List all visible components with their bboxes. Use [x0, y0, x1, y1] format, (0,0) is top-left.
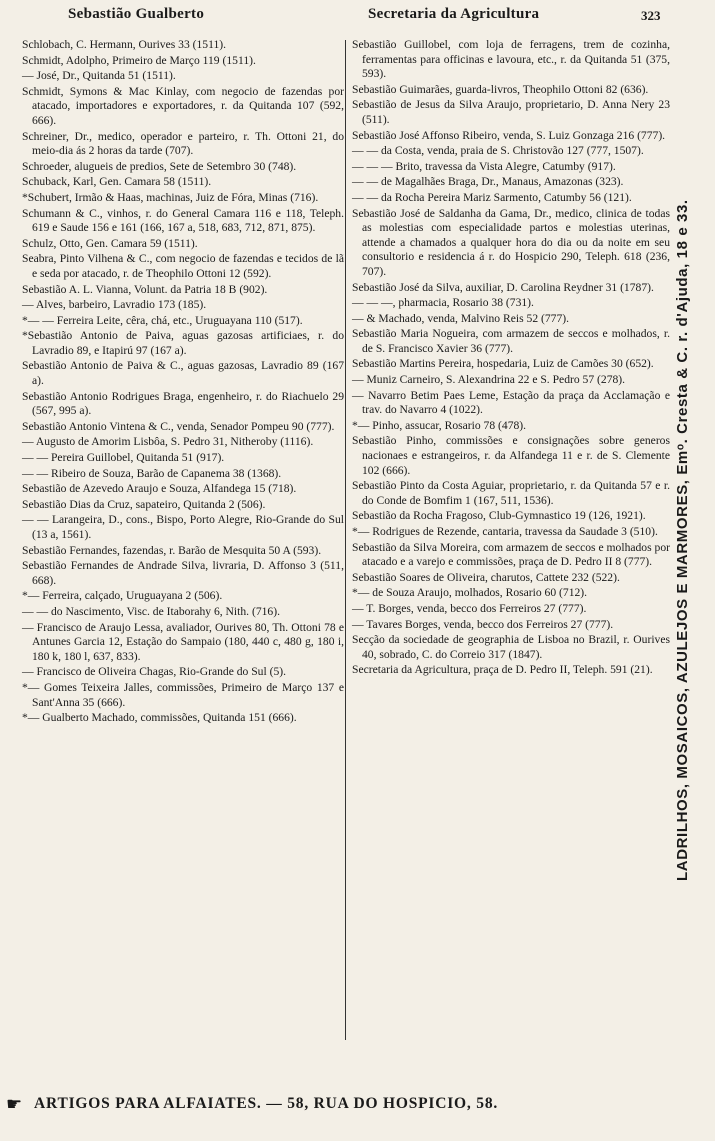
directory-entry: — Francisco de Oliveira Chagas, Rio-Grande do Sul (5).	[22, 665, 287, 679]
column-divider	[345, 40, 346, 1040]
directory-entry: — — Pereira Guillobel, Quitanda 51 (917).	[22, 451, 225, 465]
directory-entry: Sebastião Martins Pereira, hospedaria, Luiz de Camões 30 (652).	[352, 357, 654, 371]
directory-entry: Schlobach, C. Hermann, Ourives 33 (1511).	[22, 38, 227, 51]
directory-entry: — T. Borges, venda, becco dos Ferreiros 27 (777).	[352, 601, 587, 615]
right-column	[352, 38, 670, 679]
directory-entry: — — Ribeiro de Souza, Barão de Capanema 38 (1368).	[22, 466, 282, 480]
directory-entry: — & Machado, venda, Malvino Reis 52 (777).	[352, 311, 570, 325]
directory-entry: *— de Souza Araujo, molhados, Rosario 60 (712).	[352, 586, 588, 600]
directory-entry: Sebastião Antonio de Paiva & C., aguas gazosas, Lavradio 89 (167 a).	[22, 359, 344, 388]
directory-entry: Sebastião Maria Nogueira, com armazem de seccos e molhados, r. de S. Francisco Xavier 36 (777).	[352, 327, 670, 355]
directory-entry: Sebastião Dias da Cruz, sapateiro, Quitanda 2 (506).	[22, 497, 266, 511]
directory-entry: Sebastião A. L. Vianna, Volunt. da Patria 18 B (902).	[22, 282, 268, 296]
directory-entry: *— Pinho, assucar, Rosario 78 (478).	[352, 418, 527, 432]
directory-entry: Sebastião José Affonso Ribeiro, venda, S. Luiz Gonzaga 216 (777).	[352, 128, 666, 142]
directory-entry: *— Rodrigues de Rezende, cantaria, travessa da Saudade 3 (510).	[352, 525, 658, 538]
directory-entry: Sebastião Guimarães, guarda-livros, Theophilo Ottoni 82 (636).	[352, 82, 649, 96]
directory-entry: Sebastião Fernandes de Andrade Silva, livraria, D. Affonso 3 (511, 668).	[22, 559, 344, 587]
directory-entry: Sebastião Pinho, commissões e consignações sobre generos nacionaes e estrangeiros, r. da Alfandega 11 e r. de S. Clemente 102 (666).	[352, 434, 670, 477]
directory-entry: Secção da sociedade de geographia de Lisboa no Brazil, r. Ourives 40, sobrado, C. do Correio 317 (1847).	[352, 633, 670, 661]
sidebar-advertisement: LADRILHOS, MOSAICOS, AZULEJOS E MARMORES, Emᵒ. Cresta & C. r. d'Ajuda, 18 e 33.	[674, 199, 691, 881]
directory-entry: — Navarro Betim Paes Leme, Estação da praça da Acclamação e trav. do Navarro 4 (1022).	[352, 388, 670, 417]
directory-entry: — — da Rocha Pereira Mariz Sarmento, Catumby 56 (121).	[352, 190, 632, 204]
directory-entry: *— — Ferreira Leite, cêra, chá, etc., Uruguayana 110 (517).	[22, 313, 303, 327]
directory-entry: *Schubert, Irmão & Haas, machinas, Juiz de Fóra, Minas (716).	[22, 190, 319, 204]
directory-entry: — — de Magalhães Braga, Dr., Manaus, Amazonas (323).	[352, 175, 624, 189]
directory-entry: Schmidt, Adolpho, Primeiro de Março 119 (1511).	[22, 53, 256, 67]
directory-entry: *— Gualberto Machado, commissões, Quitanda 151 (666).	[22, 711, 297, 725]
directory-entry: Sebastião Fernandes, fazendas, r. Barão de Mesquita 50 A (593).	[22, 543, 322, 557]
pointing-hand-icon: ☛	[6, 1094, 23, 1114]
directory-entry: — — Larangeira, D., cons., Bispo, Porto Alegre, Rio-Grande do Sul (13 a, 1561).	[22, 513, 344, 541]
directory-entry: — José, Dr., Quitanda 51 (1511).	[22, 69, 176, 83]
directory-entry: — Francisco de Araujo Lessa, avaliador, Ourives 80, Th. Ottoni 78 e Antunes Garcia 12, Estação do Sampaio (180, 440 c, 480 g, 180 i, 180 k, 180 l, 637, 833).	[22, 620, 344, 663]
directory-entry: Schroeder, alugueis de predios, Sete de Setembro 30 (748).	[22, 159, 297, 173]
header-left-running-title: Sebastião Gualberto	[68, 6, 205, 22]
page-number: 323	[641, 8, 661, 23]
directory-entry: Sebastião da Rocha Fragoso, Club-Gymnastico 19 (126, 1921).	[352, 509, 646, 523]
directory-entry: Schulz, Otto, Gen. Camara 59 (1511).	[22, 236, 198, 250]
directory-entry: Sebastião Guillobel, com loja de ferragens, trem de cozinha, ferramentas para officinas e lavoura, etc., r. da Quitanda 51 (375, 593).	[352, 38, 670, 81]
directory-entry: *— Ferreira, calçado, Uruguayana 2 (506).	[22, 589, 223, 603]
left-column	[22, 38, 344, 727]
directory-entry: Sebastião Antonio Rodrigues Braga, engenheiro, r. do Riachuelo 29 (567, 995 a).	[22, 389, 344, 418]
directory-entry: Schreiner, Dr., medico, operador e parteiro, r. Th. Ottoni 21, do meio-dia ás 2 horas da tarde (707).	[22, 129, 344, 158]
directory-entry: — — — Brito, travessa da Vista Alegre, Catumby (917).	[352, 159, 616, 173]
directory-entry: *Sebastião Antonio de Paiva, aguas gazosas artificiaes, r. do Lavradio 89, e Itapirú 97 (167 a).	[22, 329, 344, 357]
directory-entry: — — da Costa, venda, praia de S. Christovão 127 (777, 1507).	[352, 144, 644, 158]
directory-entry: — — do Nascimento, Visc. de Itaborahy 6, Nith. (716).	[22, 604, 280, 618]
directory-entry: Sebastião Antonio Vintena & C., venda, Senador Pompeu 90 (777).	[22, 419, 335, 433]
directory-entry: — Alves, barbeiro, Lavradio 173 (185).	[22, 298, 207, 312]
directory-entry: Schmidt, Symons & Mac Kinlay, com negocio de fazendas por atacado, importadores e exportadores, r. da Quitanda 107 (592, 666).	[22, 84, 344, 127]
directory-entry: — Muniz Carneiro, S. Alexandrina 22 e S. Pedro 57 (278).	[352, 373, 626, 387]
directory-entry: Schuback, Karl, Gen. Camara 58 (1511).	[22, 175, 212, 189]
directory-entry: Seabra, Pinto Vilhena & C., com negocio de fazendas e tecidos de lã e seda por atacado, r. de Theophilo Ottoni 12 (592).	[22, 252, 344, 280]
directory-entry: Sebastião Pinto da Costa Aguiar, proprietario, r. da Quitanda 57 e r. do Conde de Bomfim 1 (167, 511, 1536).	[352, 479, 670, 507]
directory-entry: Schumann & C., vinhos, r. do General Camara 116 e 118, Teleph. 619 e Saude 156 e 161 (166, 167 a, 518, 683, 712, 871, 875).	[22, 206, 344, 235]
directory-entry: Secretaria da Agricultura, praça de D. Pedro II, Teleph. 591 (21).	[352, 663, 653, 677]
directory-entry: — Tavares Borges, venda, becco dos Ferreiros 27 (777).	[352, 617, 614, 631]
directory-entry: Sebastião da Silva Moreira, com armazem de seccos e molhados por atacado e a varejo e commissões, praça de D. Pedro II 8 (777).	[352, 540, 670, 569]
directory-entry: — Augusto de Amorim Lisbôa, S. Pedro 31, Nitheroby (1116).	[22, 435, 314, 449]
footer-advertisement: ARTIGOS PARA ALFAIATES. — 58, RUA DO HOSPICIO, 58.	[34, 1095, 499, 1112]
directory-entry: *— Gomes Teixeira Jalles, commissões, Primeiro de Março 137 e Sant'Anna 35 (666).	[22, 680, 344, 709]
directory-entry: Sebastião José da Silva, auxiliar, D. Carolina Reydner 31 (1787).	[352, 280, 654, 294]
directory-entry: — — —, pharmacia, Rosario 38 (731).	[352, 296, 534, 310]
directory-entry: Sebastião Soares de Oliveira, charutos, Cattete 232 (522).	[352, 570, 620, 584]
header-right-running-title: Secretaria da Agricultura	[368, 6, 540, 22]
directory-entry: Sebastião de Jesus da Silva Araujo, proprietario, D. Anna Nery 23 (511).	[352, 98, 670, 126]
directory-entry: Sebastião José de Saldanha da Gama, Dr., medico, clinica de todas as molestias com especialidade partos e molestias uterinas, attende a chamados a qualquer hora do dia ou da noite em seu consultorio e residencia á r. do Hospicio 290, Teleph. 618 (236, 707).	[352, 206, 670, 278]
directory-entry: Sebastião de Azevedo Araujo e Souza, Alfandega 15 (718).	[22, 482, 297, 496]
